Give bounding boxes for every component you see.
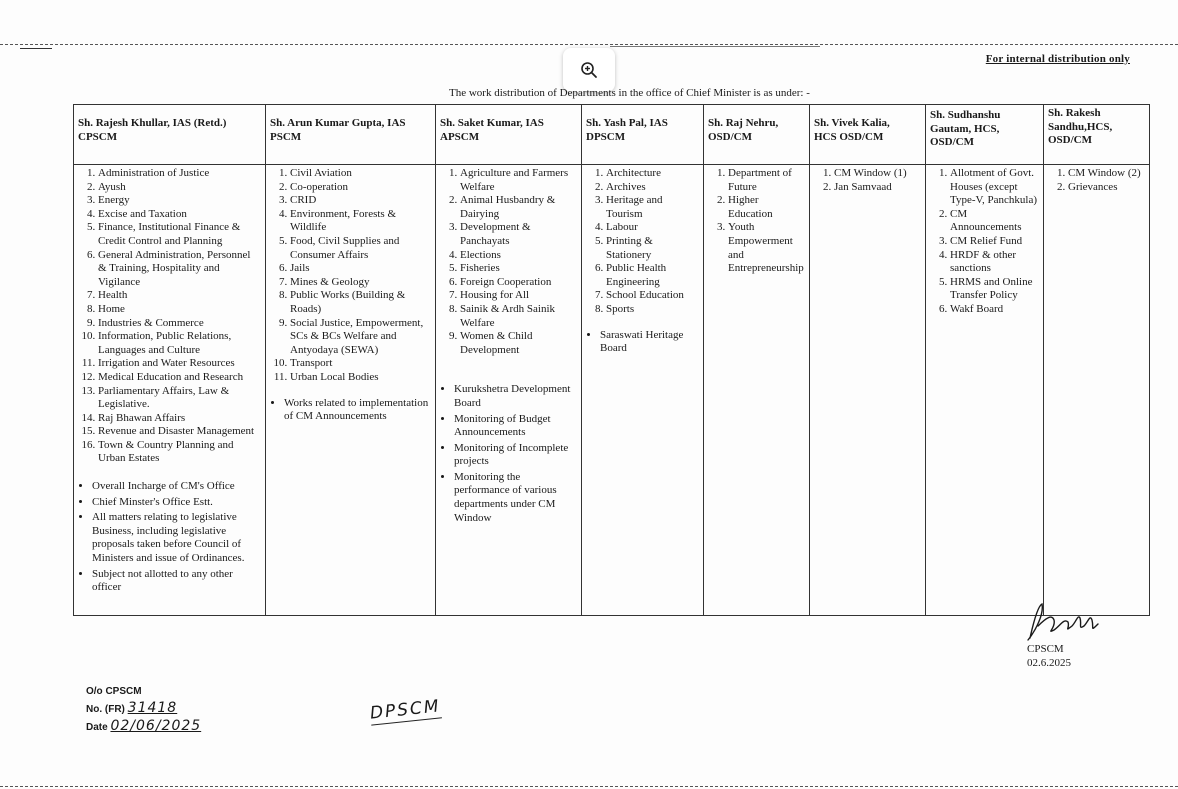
list-item: 2. Archives — [606, 181, 699, 195]
department-list — [78, 167, 261, 466]
bullet-list — [440, 383, 577, 525]
list-item: • Monitoring the performance of various departments under CM Window — [454, 471, 577, 525]
distribution-note: For internal distribution only — [985, 53, 1130, 65]
work-distribution-table — [73, 104, 1150, 616]
list-item: 2. Grievances — [1068, 181, 1145, 195]
list-item: 3. Youth Empowerment and Entrepreneurship — [728, 221, 805, 275]
list-item: 6. Wakf Board — [950, 303, 1039, 317]
bullet-list — [270, 397, 431, 424]
stamp-date-label: Date — [86, 722, 108, 733]
list-item: 2. Co-operation — [290, 181, 431, 195]
stamp-office: O/o CPSCM — [86, 686, 142, 697]
list-item: 2. Animal Husbandry & Dairying — [460, 194, 577, 221]
zoom-in-button[interactable] — [563, 48, 615, 92]
list-item: 10. Information, Public Relations, Languages and Culture — [98, 330, 261, 357]
list-item: 14. Raj Bhawan Affairs — [98, 412, 261, 426]
list-item: 3. Heritage and Tourism — [606, 194, 699, 221]
column-cell-dpscm — [582, 165, 704, 616]
list-item: 7. School Education — [606, 289, 699, 303]
list-item: 16. Town & Country Planning and Urban Estates — [98, 439, 261, 466]
office-stamp — [86, 684, 201, 736]
list-item: 1. CM Window (2) — [1068, 167, 1145, 181]
list-item: 6. Foreign Cooperation — [460, 276, 577, 290]
column-header: Sh. Yash Pal, IAS DPSCM — [582, 105, 704, 165]
list-item: 3. CRID — [290, 194, 431, 208]
list-item: 8. Home — [98, 303, 261, 317]
list-item: 4. HRDF & other sanctions — [950, 249, 1039, 276]
list-item: • Saraswati Heritage Board — [600, 329, 699, 356]
department-list — [586, 167, 699, 317]
list-item: 5. Fisheries — [460, 262, 577, 276]
column-cell-osd-rakesh-sandhu — [1044, 165, 1150, 616]
table-header-row — [74, 105, 1150, 165]
signature-designation: CPSCM — [1027, 643, 1064, 655]
zoom-in-icon — [580, 61, 598, 79]
signature-date: 02.6.2025 — [1027, 657, 1071, 669]
department-list — [1048, 167, 1145, 194]
handwritten-signature — [1024, 600, 1104, 644]
list-item: 1. Allotment of Govt. Houses (except Type-V, Panchkula) — [950, 167, 1039, 208]
list-item: 2. Ayush — [98, 181, 261, 195]
list-item: • Chief Minster's Office Estt. — [92, 496, 261, 510]
list-item: • Works related to implementation of CM Announcements — [284, 397, 431, 424]
column-header: Sh. Saket Kumar, IAS APSCM — [436, 105, 582, 165]
list-item: • All matters relating to legislative Business, including legislative proposals taken before Council of Ministers and issue of Ordinances. — [92, 511, 261, 565]
handwritten-endorsement: DPSCM — [369, 696, 442, 724]
top-dashed-border — [0, 44, 1178, 45]
list-item: 1. Civil Aviation — [290, 167, 431, 181]
intro-text: The work distribution of Departments in the office of Chief Minister is as under: - — [449, 87, 810, 99]
department-list — [708, 167, 805, 276]
list-item: 6. Jails — [290, 262, 431, 276]
top-left-mark — [20, 48, 52, 49]
list-item: • Monitoring of Budget Announcements — [454, 413, 577, 440]
column-cell-osd-raj-nehru — [704, 165, 810, 616]
table-body-row — [74, 165, 1150, 616]
list-item: 15. Revenue and Disaster Management — [98, 425, 261, 439]
stamp-number-line — [86, 700, 201, 718]
column-header: Sh. Rakesh Sandhu,HCS, OSD/CM — [1044, 105, 1150, 165]
list-item: 12. Medical Education and Research — [98, 371, 261, 385]
list-item: 6. General Administration, Personnel & Training, Hospitality and Vigilance — [98, 249, 261, 290]
list-item: 11. Irrigation and Water Resources — [98, 357, 261, 371]
list-item: 2. CM Announcements — [950, 208, 1039, 235]
list-item: 1. Administration of Justice — [98, 167, 261, 181]
list-item: 8. Public Works (Building & Roads) — [290, 289, 431, 316]
list-item: 10. Transport — [290, 357, 431, 371]
bottom-dashed-border — [0, 786, 1178, 787]
list-item: 13. Parliamentary Affairs, Law & Legislative. — [98, 385, 261, 412]
list-item: • Subject not allotted to any other officer — [92, 568, 261, 595]
column-cell-pscm — [266, 165, 436, 616]
department-list — [930, 167, 1039, 317]
column-header: Sh. Raj Nehru, OSD/CM — [704, 105, 810, 165]
list-item: 1. CM Window (1) — [834, 167, 921, 181]
list-item: 8. Sainik & Ardh Sainik Welfare — [460, 303, 577, 330]
stamp-date-value: 02/06/2025 — [110, 718, 202, 734]
list-item: 4. Excise and Taxation — [98, 208, 261, 222]
bullet-list — [78, 480, 261, 595]
list-item: 9. Women & Child Development — [460, 330, 577, 357]
column-header: Sh. Arun Kumar Gupta, IAS PSCM — [266, 105, 436, 165]
column-header: Sh. Vivek Kalia, HCS OSD/CM — [810, 105, 926, 165]
column-header: Sh. Rajesh Khullar, IAS (Retd.) CPSCM — [74, 105, 266, 165]
stamp-date-line — [86, 718, 201, 736]
list-item: 3. Development & Panchayats — [460, 221, 577, 248]
bullet-list — [586, 329, 699, 356]
column-cell-osd-sudhanshu-gautam — [926, 165, 1044, 616]
list-item: 5. HRMS and Online Transfer Policy — [950, 276, 1039, 303]
list-item: • Kurukshetra Development Board — [454, 383, 577, 410]
column-cell-osd-vivek-kalia — [810, 165, 926, 616]
list-item: 5. Finance, Institutional Finance & Credit Control and Planning — [98, 221, 261, 248]
department-list — [270, 167, 431, 385]
list-item: 4. Elections — [460, 249, 577, 263]
list-item: 3. Energy — [98, 194, 261, 208]
list-item: 1. Department of Future — [728, 167, 805, 194]
list-item: • Monitoring of Incomplete projects — [454, 442, 577, 469]
list-item: 5. Food, Civil Supplies and Consumer Affairs — [290, 235, 431, 262]
list-item: 6. Public Health Engineering — [606, 262, 699, 289]
list-item: 2. Jan Samvaad — [834, 181, 921, 195]
stamp-number-value: 31418 — [127, 700, 178, 716]
top-center-mark — [610, 46, 820, 47]
list-item: 11. Urban Local Bodies — [290, 371, 431, 385]
list-item: 7. Health — [98, 289, 261, 303]
list-item: 5. Printing & Stationery — [606, 235, 699, 262]
department-list — [440, 167, 577, 357]
department-list — [814, 167, 921, 194]
list-item: 7. Mines & Geology — [290, 276, 431, 290]
column-cell-cpscm — [74, 165, 266, 616]
list-item: • Overall Incharge of CM's Office — [92, 480, 261, 494]
column-header: Sh. Sudhanshu Gautam, HCS, OSD/CM — [926, 105, 1044, 165]
list-item: 9. Industries & Commerce — [98, 317, 261, 331]
list-item: 3. CM Relief Fund — [950, 235, 1039, 249]
list-item: 9. Social Justice, Empowerment, SCs & BCs Welfare and Antyodaya (SEWA) — [290, 317, 431, 358]
list-item: 7. Housing for All — [460, 289, 577, 303]
list-item: 4. Environment, Forests & Wildlife — [290, 208, 431, 235]
list-item: 2. Higher Education — [728, 194, 805, 221]
list-item: 1. Architecture — [606, 167, 699, 181]
list-item: 1. Agriculture and Farmers Welfare — [460, 167, 577, 194]
list-item: 4. Labour — [606, 221, 699, 235]
stamp-number-label: No. (FR) — [86, 704, 125, 715]
list-item: 8. Sports — [606, 303, 699, 317]
column-cell-apscm — [436, 165, 582, 616]
